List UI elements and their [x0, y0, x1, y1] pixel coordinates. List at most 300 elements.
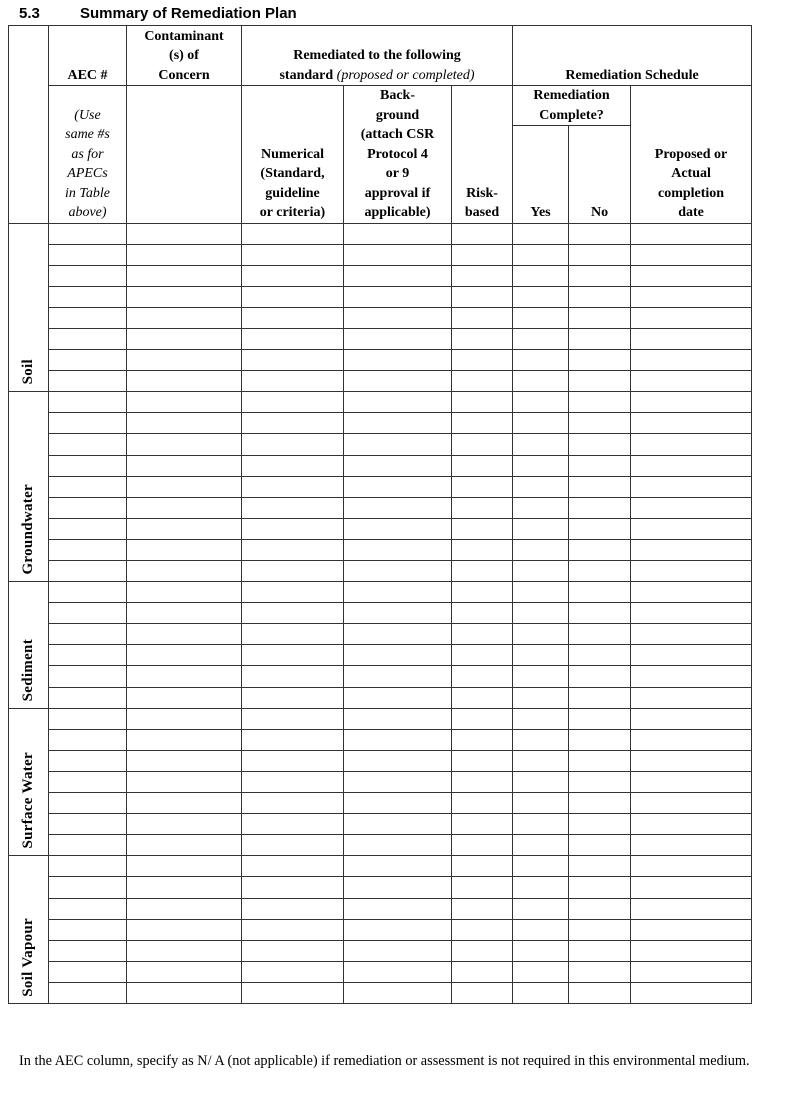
numerical-cell[interactable]: [242, 687, 344, 708]
background-cell[interactable]: [344, 476, 452, 497]
numerical-cell[interactable]: [242, 750, 344, 771]
aec-cell[interactable]: [49, 350, 127, 371]
risk-based-cell[interactable]: [452, 666, 513, 687]
contaminants-cell[interactable]: [127, 518, 242, 539]
no-cell[interactable]: [569, 328, 631, 349]
no-cell[interactable]: [569, 392, 631, 413]
no-cell[interactable]: [569, 350, 631, 371]
aec-cell[interactable]: [49, 497, 127, 518]
numerical-cell[interactable]: [242, 392, 344, 413]
numerical-cell[interactable]: [242, 455, 344, 476]
contaminants-cell[interactable]: [127, 750, 242, 771]
contaminants-cell[interactable]: [127, 940, 242, 961]
completion-date-cell[interactable]: [631, 265, 752, 286]
yes-cell[interactable]: [513, 286, 569, 307]
risk-based-cell[interactable]: [452, 392, 513, 413]
risk-based-cell[interactable]: [452, 413, 513, 434]
aec-cell[interactable]: [49, 539, 127, 560]
background-cell[interactable]: [344, 603, 452, 624]
yes-cell[interactable]: [513, 328, 569, 349]
yes-cell[interactable]: [513, 244, 569, 265]
no-cell[interactable]: [569, 856, 631, 877]
risk-based-cell[interactable]: [452, 286, 513, 307]
no-cell[interactable]: [569, 708, 631, 729]
yes-cell[interactable]: [513, 265, 569, 286]
completion-date-cell[interactable]: [631, 582, 752, 603]
yes-cell[interactable]: [513, 835, 569, 856]
contaminants-cell[interactable]: [127, 455, 242, 476]
no-cell[interactable]: [569, 898, 631, 919]
contaminants-cell[interactable]: [127, 898, 242, 919]
contaminants-cell[interactable]: [127, 856, 242, 877]
background-cell[interactable]: [344, 561, 452, 582]
completion-date-cell[interactable]: [631, 392, 752, 413]
numerical-cell[interactable]: [242, 286, 344, 307]
background-cell[interactable]: [344, 455, 452, 476]
completion-date-cell[interactable]: [631, 835, 752, 856]
no-cell[interactable]: [569, 771, 631, 792]
no-cell[interactable]: [569, 687, 631, 708]
background-cell[interactable]: [344, 244, 452, 265]
yes-cell[interactable]: [513, 350, 569, 371]
risk-based-cell[interactable]: [452, 729, 513, 750]
contaminants-cell[interactable]: [127, 982, 242, 1003]
contaminants-cell[interactable]: [127, 539, 242, 560]
risk-based-cell[interactable]: [452, 982, 513, 1003]
background-cell[interactable]: [344, 729, 452, 750]
risk-based-cell[interactable]: [452, 518, 513, 539]
completion-date-cell[interactable]: [631, 476, 752, 497]
contaminants-cell[interactable]: [127, 371, 242, 392]
background-cell[interactable]: [344, 624, 452, 645]
risk-based-cell[interactable]: [452, 687, 513, 708]
background-cell[interactable]: [344, 708, 452, 729]
completion-date-cell[interactable]: [631, 856, 752, 877]
completion-date-cell[interactable]: [631, 497, 752, 518]
aec-cell[interactable]: [49, 307, 127, 328]
numerical-cell[interactable]: [242, 371, 344, 392]
risk-based-cell[interactable]: [452, 539, 513, 560]
yes-cell[interactable]: [513, 455, 569, 476]
yes-cell[interactable]: [513, 561, 569, 582]
yes-cell[interactable]: [513, 814, 569, 835]
contaminants-cell[interactable]: [127, 624, 242, 645]
contaminants-cell[interactable]: [127, 244, 242, 265]
contaminants-cell[interactable]: [127, 350, 242, 371]
numerical-cell[interactable]: [242, 877, 344, 898]
yes-cell[interactable]: [513, 518, 569, 539]
contaminants-cell[interactable]: [127, 687, 242, 708]
risk-based-cell[interactable]: [452, 898, 513, 919]
no-cell[interactable]: [569, 603, 631, 624]
yes-cell[interactable]: [513, 750, 569, 771]
no-cell[interactable]: [569, 265, 631, 286]
completion-date-cell[interactable]: [631, 286, 752, 307]
no-cell[interactable]: [569, 561, 631, 582]
risk-based-cell[interactable]: [452, 307, 513, 328]
contaminants-cell[interactable]: [127, 307, 242, 328]
numerical-cell[interactable]: [242, 497, 344, 518]
contaminants-cell[interactable]: [127, 729, 242, 750]
aec-cell[interactable]: [49, 434, 127, 455]
risk-based-cell[interactable]: [452, 856, 513, 877]
contaminants-cell[interactable]: [127, 413, 242, 434]
aec-cell[interactable]: [49, 666, 127, 687]
yes-cell[interactable]: [513, 645, 569, 666]
background-cell[interactable]: [344, 371, 452, 392]
yes-cell[interactable]: [513, 982, 569, 1003]
completion-date-cell[interactable]: [631, 371, 752, 392]
no-cell[interactable]: [569, 835, 631, 856]
risk-based-cell[interactable]: [452, 328, 513, 349]
yes-cell[interactable]: [513, 476, 569, 497]
background-cell[interactable]: [344, 645, 452, 666]
yes-cell[interactable]: [513, 940, 569, 961]
contaminants-cell[interactable]: [127, 497, 242, 518]
numerical-cell[interactable]: [242, 350, 344, 371]
aec-cell[interactable]: [49, 898, 127, 919]
no-cell[interactable]: [569, 286, 631, 307]
contaminants-cell[interactable]: [127, 582, 242, 603]
aec-cell[interactable]: [49, 940, 127, 961]
risk-based-cell[interactable]: [452, 750, 513, 771]
numerical-cell[interactable]: [242, 919, 344, 940]
risk-based-cell[interactable]: [452, 434, 513, 455]
aec-cell[interactable]: [49, 328, 127, 349]
yes-cell[interactable]: [513, 729, 569, 750]
header-line: applicable): [364, 205, 431, 220]
no-cell[interactable]: [569, 982, 631, 1003]
numerical-cell[interactable]: [242, 982, 344, 1003]
completion-date-cell[interactable]: [631, 919, 752, 940]
no-cell[interactable]: [569, 244, 631, 265]
aec-cell[interactable]: [49, 645, 127, 666]
background-cell[interactable]: [344, 877, 452, 898]
numerical-cell[interactable]: [242, 328, 344, 349]
contaminants-cell[interactable]: [127, 328, 242, 349]
background-cell[interactable]: [344, 497, 452, 518]
numerical-cell[interactable]: [242, 940, 344, 961]
background-cell[interactable]: [344, 687, 452, 708]
numerical-cell[interactable]: [242, 835, 344, 856]
background-cell[interactable]: [344, 223, 452, 244]
contaminants-cell[interactable]: [127, 708, 242, 729]
contaminants-cell[interactable]: [127, 666, 242, 687]
no-cell[interactable]: [569, 940, 631, 961]
risk-based-cell[interactable]: [452, 582, 513, 603]
background-cell[interactable]: [344, 434, 452, 455]
yes-cell[interactable]: [513, 624, 569, 645]
no-cell[interactable]: [569, 645, 631, 666]
background-cell[interactable]: [344, 771, 452, 792]
numerical-cell[interactable]: [242, 413, 344, 434]
contaminants-cell[interactable]: [127, 286, 242, 307]
yes-cell[interactable]: [513, 434, 569, 455]
numerical-cell[interactable]: [242, 898, 344, 919]
numerical-cell[interactable]: [242, 603, 344, 624]
contaminants-cell[interactable]: [127, 835, 242, 856]
aec-cell[interactable]: [49, 771, 127, 792]
background-cell[interactable]: [344, 982, 452, 1003]
background-cell[interactable]: [344, 750, 452, 771]
no-cell[interactable]: [569, 476, 631, 497]
background-cell[interactable]: [344, 814, 452, 835]
contaminants-cell[interactable]: [127, 223, 242, 244]
no-cell[interactable]: [569, 434, 631, 455]
yes-cell[interactable]: [513, 898, 569, 919]
aec-cell[interactable]: [49, 919, 127, 940]
completion-date-cell[interactable]: [631, 729, 752, 750]
numerical-cell[interactable]: [242, 729, 344, 750]
risk-based-cell[interactable]: [452, 223, 513, 244]
completion-date-cell[interactable]: [631, 244, 752, 265]
no-cell[interactable]: [569, 961, 631, 982]
risk-based-cell[interactable]: [452, 624, 513, 645]
numerical-cell[interactable]: [242, 708, 344, 729]
yes-cell[interactable]: [513, 307, 569, 328]
background-cell[interactable]: [344, 666, 452, 687]
numerical-cell[interactable]: [242, 624, 344, 645]
completion-date-cell[interactable]: [631, 307, 752, 328]
no-cell[interactable]: [569, 793, 631, 814]
aec-cell[interactable]: [49, 814, 127, 835]
aec-cell[interactable]: [49, 687, 127, 708]
contaminants-cell[interactable]: [127, 392, 242, 413]
completion-date-cell[interactable]: [631, 518, 752, 539]
completion-date-cell[interactable]: [631, 350, 752, 371]
yes-cell[interactable]: [513, 497, 569, 518]
risk-based-cell[interactable]: [452, 793, 513, 814]
numerical-cell[interactable]: [242, 265, 344, 286]
yes-cell[interactable]: [513, 582, 569, 603]
numerical-cell[interactable]: [242, 961, 344, 982]
yes-cell[interactable]: [513, 708, 569, 729]
no-cell[interactable]: [569, 307, 631, 328]
yes-cell[interactable]: [513, 666, 569, 687]
no-cell[interactable]: [569, 729, 631, 750]
background-cell[interactable]: [344, 307, 452, 328]
background-cell[interactable]: [344, 413, 452, 434]
background-cell[interactable]: [344, 898, 452, 919]
risk-based-cell[interactable]: [452, 350, 513, 371]
contaminants-cell[interactable]: [127, 434, 242, 455]
background-cell[interactable]: [344, 539, 452, 560]
completion-date-cell[interactable]: [631, 982, 752, 1003]
table-row: [9, 919, 752, 940]
contaminants-cell[interactable]: [127, 645, 242, 666]
no-cell[interactable]: [569, 539, 631, 560]
no-cell[interactable]: [569, 413, 631, 434]
no-cell[interactable]: [569, 518, 631, 539]
risk-based-cell[interactable]: [452, 244, 513, 265]
aec-cell[interactable]: [49, 455, 127, 476]
aec-cell[interactable]: [49, 835, 127, 856]
risk-based-cell[interactable]: [452, 919, 513, 940]
risk-based-cell[interactable]: [452, 265, 513, 286]
no-cell[interactable]: [569, 455, 631, 476]
completion-date-cell[interactable]: [631, 666, 752, 687]
numerical-cell[interactable]: [242, 223, 344, 244]
contaminants-cell[interactable]: [127, 877, 242, 898]
aec-cell[interactable]: [49, 750, 127, 771]
numerical-cell[interactable]: [242, 307, 344, 328]
aec-cell[interactable]: [49, 729, 127, 750]
aec-cell[interactable]: [49, 793, 127, 814]
completion-date-cell[interactable]: [631, 539, 752, 560]
aec-cell[interactable]: [49, 961, 127, 982]
numerical-cell[interactable]: [242, 476, 344, 497]
background-cell[interactable]: [344, 835, 452, 856]
risk-based-cell[interactable]: [452, 814, 513, 835]
yes-cell[interactable]: [513, 223, 569, 244]
no-cell[interactable]: [569, 624, 631, 645]
numerical-cell[interactable]: [242, 793, 344, 814]
background-cell[interactable]: [344, 961, 452, 982]
yes-cell[interactable]: [513, 371, 569, 392]
risk-based-cell[interactable]: [452, 561, 513, 582]
completion-date-cell[interactable]: [631, 814, 752, 835]
risk-based-cell[interactable]: [452, 708, 513, 729]
aec-cell[interactable]: [49, 265, 127, 286]
numerical-cell[interactable]: [242, 539, 344, 560]
no-cell[interactable]: [569, 814, 631, 835]
completion-date-cell[interactable]: [631, 877, 752, 898]
risk-based-cell[interactable]: [452, 371, 513, 392]
risk-based-cell[interactable]: [452, 476, 513, 497]
yes-cell[interactable]: [513, 856, 569, 877]
completion-date-cell[interactable]: [631, 750, 752, 771]
yes-cell[interactable]: [513, 771, 569, 792]
aec-cell[interactable]: [49, 518, 127, 539]
contaminants-cell[interactable]: [127, 814, 242, 835]
completion-date-cell[interactable]: [631, 793, 752, 814]
background-cell[interactable]: [344, 286, 452, 307]
numerical-cell[interactable]: [242, 771, 344, 792]
aec-cell[interactable]: [49, 708, 127, 729]
completion-date-cell[interactable]: [631, 328, 752, 349]
background-cell[interactable]: [344, 350, 452, 371]
completion-date-cell[interactable]: [631, 413, 752, 434]
numerical-cell[interactable]: [242, 645, 344, 666]
completion-date-cell[interactable]: [631, 434, 752, 455]
completion-date-cell[interactable]: [631, 940, 752, 961]
yes-cell[interactable]: [513, 877, 569, 898]
numerical-cell[interactable]: [242, 856, 344, 877]
risk-based-cell[interactable]: [452, 771, 513, 792]
no-cell[interactable]: [569, 750, 631, 771]
completion-date-cell[interactable]: [631, 961, 752, 982]
risk-based-cell[interactable]: [452, 455, 513, 476]
risk-based-cell[interactable]: [452, 497, 513, 518]
risk-based-cell[interactable]: [452, 645, 513, 666]
completion-date-cell[interactable]: [631, 687, 752, 708]
no-cell[interactable]: [569, 223, 631, 244]
risk-based-cell[interactable]: [452, 835, 513, 856]
yes-cell[interactable]: [513, 413, 569, 434]
risk-based-cell[interactable]: [452, 940, 513, 961]
background-cell[interactable]: [344, 518, 452, 539]
header-line: (s) of: [169, 48, 199, 63]
numerical-cell[interactable]: [242, 561, 344, 582]
completion-date-cell[interactable]: [631, 645, 752, 666]
aec-cell[interactable]: [49, 982, 127, 1003]
yes-cell[interactable]: [513, 919, 569, 940]
aec-cell[interactable]: [49, 856, 127, 877]
completion-date-cell[interactable]: [631, 223, 752, 244]
background-cell[interactable]: [344, 919, 452, 940]
aec-cell[interactable]: [49, 244, 127, 265]
yes-cell[interactable]: [513, 961, 569, 982]
aec-cell[interactable]: [49, 413, 127, 434]
risk-based-cell[interactable]: [452, 961, 513, 982]
background-cell[interactable]: [344, 856, 452, 877]
aec-cell[interactable]: [49, 624, 127, 645]
aec-cell[interactable]: [49, 286, 127, 307]
background-cell[interactable]: [344, 940, 452, 961]
yes-cell[interactable]: [513, 539, 569, 560]
contaminants-cell[interactable]: [127, 265, 242, 286]
aec-cell[interactable]: [49, 582, 127, 603]
no-cell[interactable]: [569, 919, 631, 940]
aec-cell[interactable]: [49, 476, 127, 497]
completion-date-cell[interactable]: [631, 603, 752, 624]
completion-date-cell[interactable]: [631, 624, 752, 645]
medium-label-cell: [9, 392, 49, 582]
contaminants-cell[interactable]: [127, 961, 242, 982]
no-cell[interactable]: [569, 666, 631, 687]
risk-based-cell[interactable]: [452, 877, 513, 898]
aec-cell[interactable]: [49, 392, 127, 413]
completion-date-cell[interactable]: [631, 455, 752, 476]
completion-date-cell[interactable]: [631, 898, 752, 919]
numerical-cell[interactable]: [242, 244, 344, 265]
aec-cell[interactable]: [49, 371, 127, 392]
background-cell[interactable]: [344, 392, 452, 413]
yes-cell[interactable]: [513, 392, 569, 413]
aec-cell[interactable]: [49, 561, 127, 582]
completion-date-cell[interactable]: [631, 708, 752, 729]
aec-cell[interactable]: [49, 877, 127, 898]
background-cell[interactable]: [344, 582, 452, 603]
yes-cell[interactable]: [513, 687, 569, 708]
no-cell[interactable]: [569, 877, 631, 898]
numerical-cell[interactable]: [242, 814, 344, 835]
aec-cell[interactable]: [49, 223, 127, 244]
background-cell[interactable]: [344, 793, 452, 814]
no-cell[interactable]: [569, 497, 631, 518]
contaminants-cell[interactable]: [127, 603, 242, 624]
background-cell[interactable]: [344, 265, 452, 286]
risk-based-cell[interactable]: [452, 603, 513, 624]
numerical-cell[interactable]: [242, 434, 344, 455]
contaminants-cell[interactable]: [127, 771, 242, 792]
background-cell[interactable]: [344, 328, 452, 349]
contaminants-cell[interactable]: [127, 919, 242, 940]
numerical-cell[interactable]: [242, 582, 344, 603]
aec-cell[interactable]: [49, 603, 127, 624]
contaminants-cell[interactable]: [127, 561, 242, 582]
numerical-cell[interactable]: [242, 666, 344, 687]
no-cell[interactable]: [569, 582, 631, 603]
yes-cell[interactable]: [513, 603, 569, 624]
contaminants-cell[interactable]: [127, 793, 242, 814]
numerical-cell[interactable]: [242, 518, 344, 539]
yes-cell[interactable]: [513, 793, 569, 814]
completion-date-cell[interactable]: [631, 771, 752, 792]
contaminants-cell[interactable]: [127, 476, 242, 497]
completion-date-cell[interactable]: [631, 561, 752, 582]
no-cell[interactable]: [569, 371, 631, 392]
